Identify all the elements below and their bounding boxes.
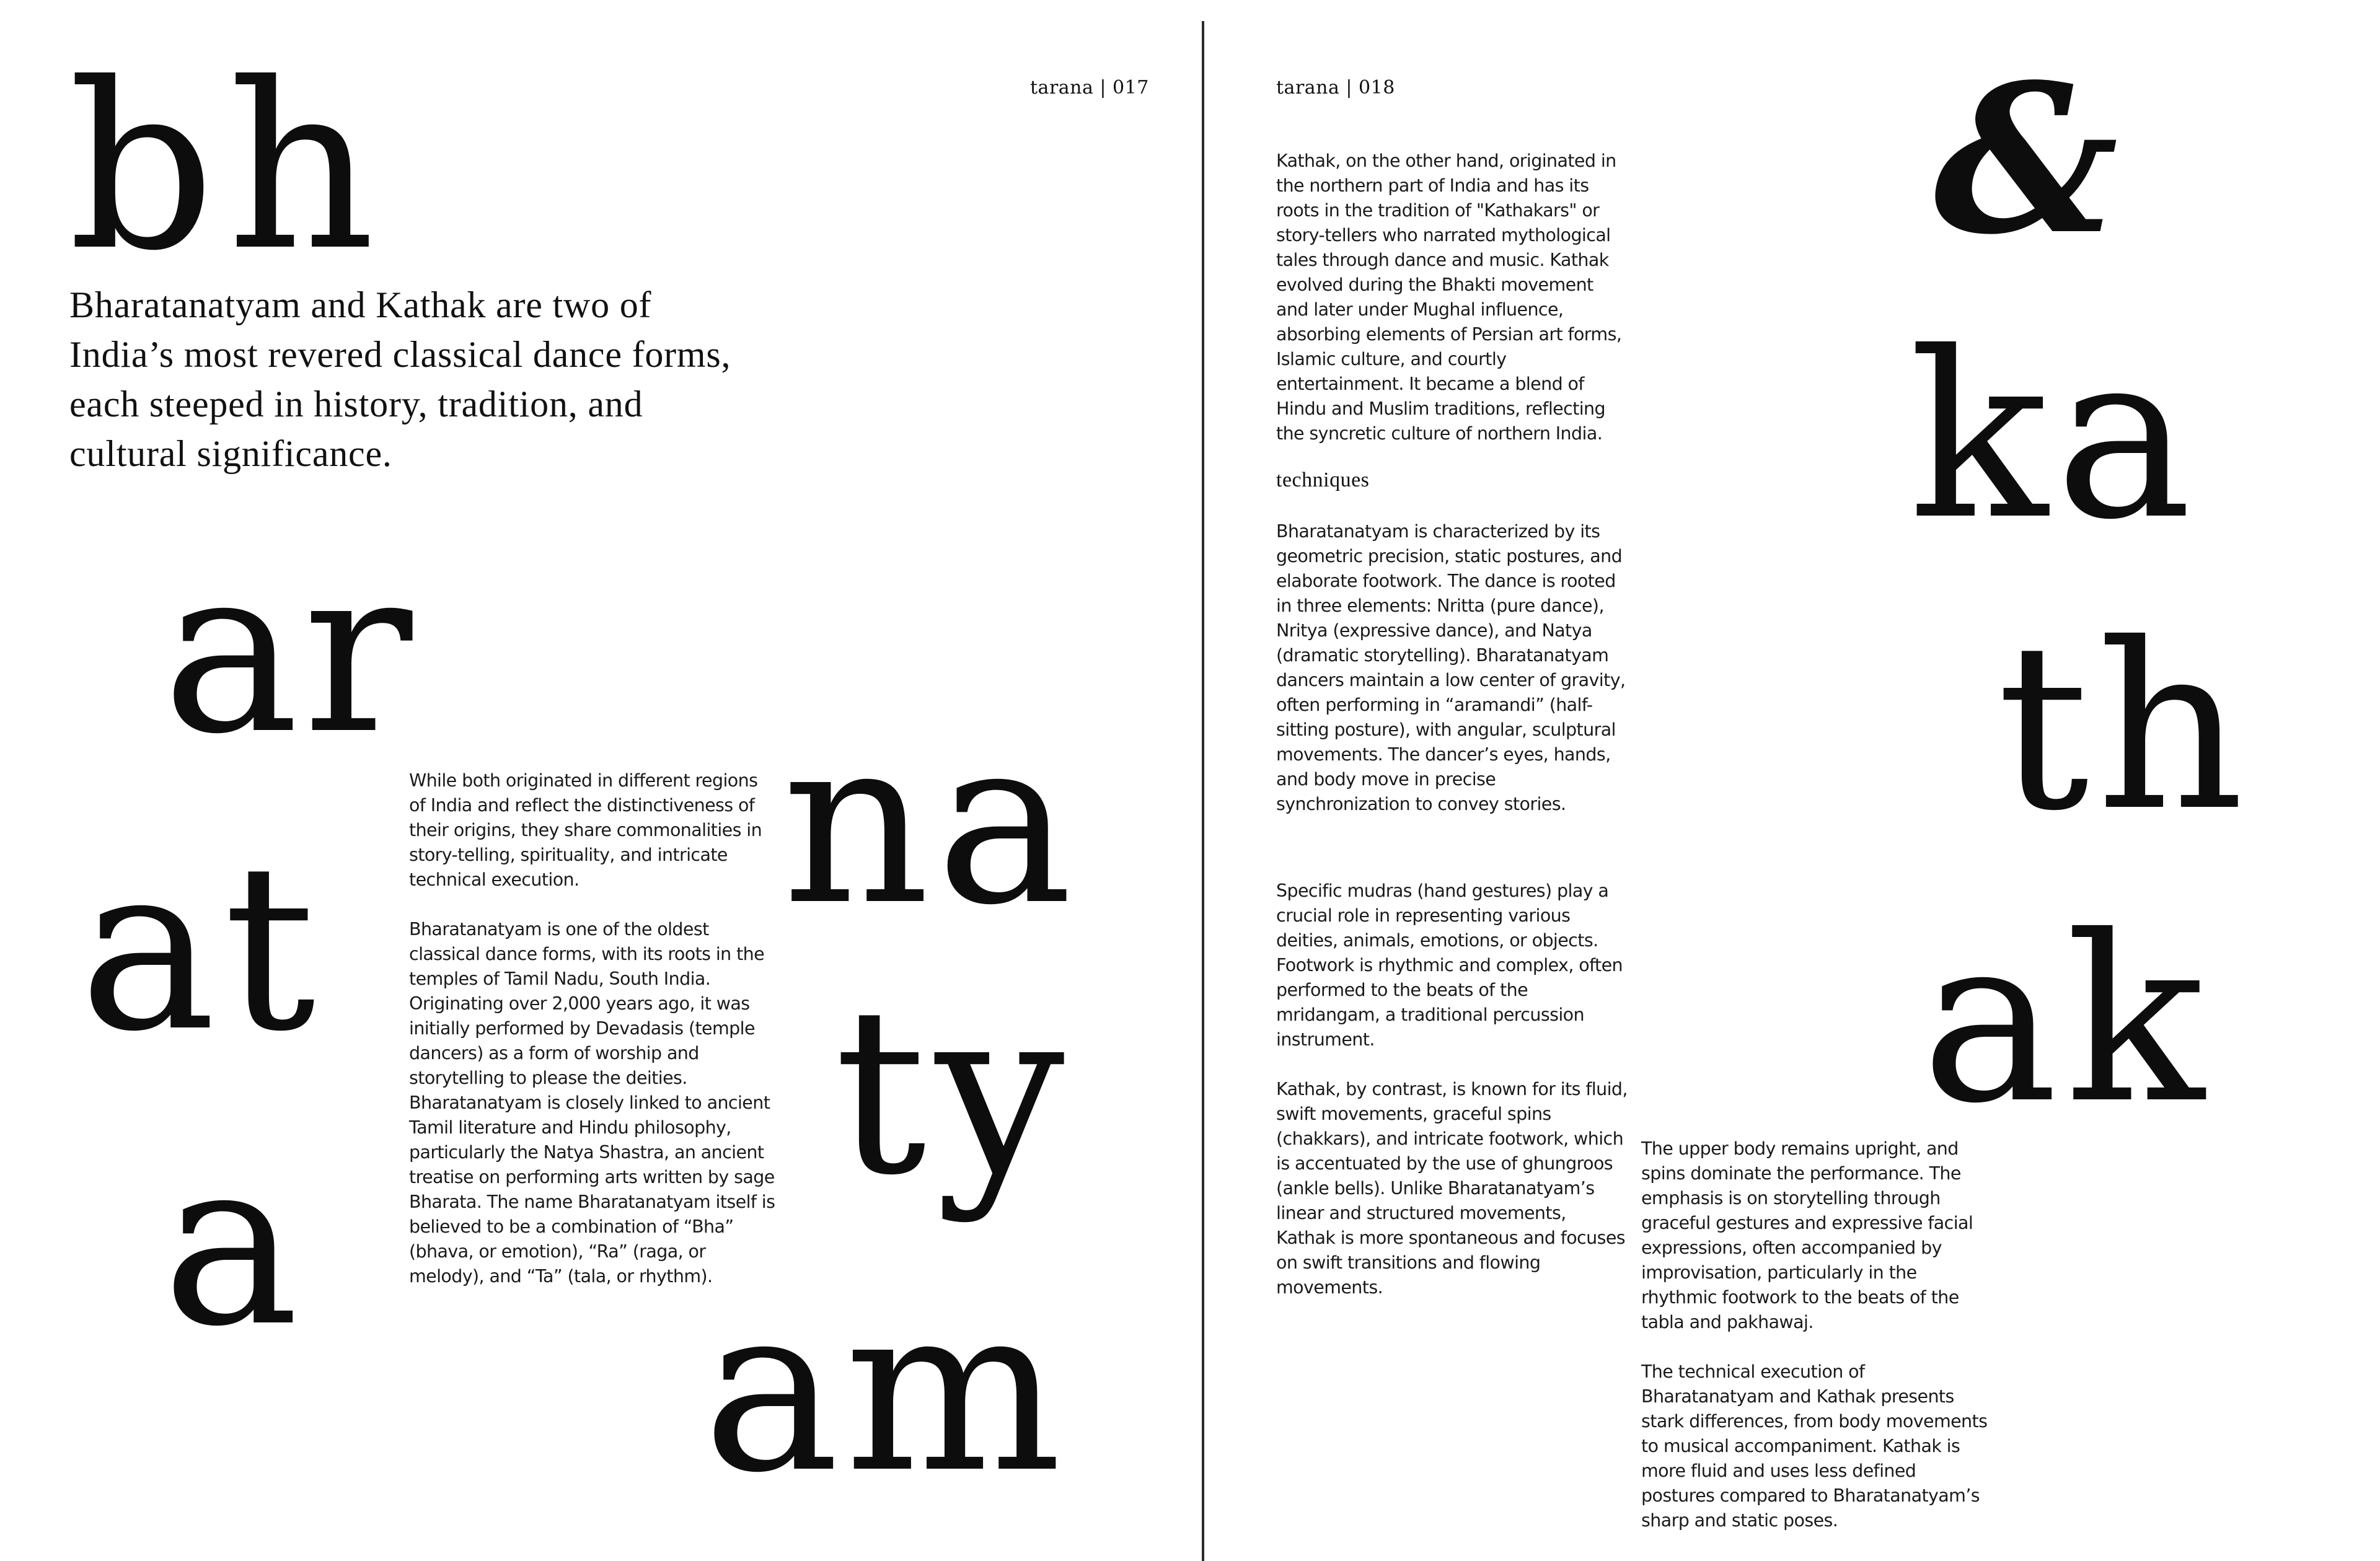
display-letters-ka: ka — [1909, 304, 2200, 570]
left-page-folio: tarana | 017 — [1030, 77, 1149, 99]
techniques-column — [1276, 519, 1629, 1300]
techniques-paragraph-1: Bharatanatyam is characterized by its geometric precision, static postures, and elaborate footwork. The dance is rooted in three elements: Nritta (pure dance), Nritya (expressive dance), and Natya (dramatic storytelling). Bharatanatyam dancers maintain a low center of gravity, often performing in “aramandi” (half-sitting posture), with angular, sculptural movements. The dancer’s eyes, hands, and body move in precise synchronization to convey stories. — [1276, 521, 1626, 814]
left-paragraph-2: Bharatanatyam is one of the oldest classical dance forms, with its roots in the temples of Tamil Nadu, South India. Originating over 2,000 years ago, it was initially performed by Devadasis (temple dancers) as a form of worship and storytelling to please the deities. Bharatanatyam is closely linked to ancient Tamil literature and Hindu philosophy, particularly the Natya Shastra, an ancient treatise on performing arts written by sage Bharata. The name Bharatanatyam itself is believed to be a combination of “Bha” (bhava, or emotion), “Ra” (raga, or melody), and “Ta” (tala, or rhythm). — [409, 919, 775, 1286]
display-letters-at: at — [79, 816, 324, 1082]
second-column-paragraph-2: The technical execution of Bharatanatyam and Kathak presents stark differences, from body movements to musical accompaniment. Kathak is more fluid and uses less defined postures compared to Bharatanatyam’s sharp and static poses. — [1641, 1361, 1988, 1531]
display-letters-ty: ty — [834, 959, 1073, 1226]
display-letters-th: th — [1997, 595, 2252, 861]
techniques-paragraph-3: Kathak, by contrast, is known for its fluid, swift movements, graceful spins (chakkars), and intricate footwork, which is accentuated by the use of ghungroos (ankle bells). Unlike Bharatanatyam’s linear and structured movements, Kathak is more spontaneous and focuses on swift transitions and flowing movements. — [1276, 1079, 1628, 1298]
right-intro-column — [1276, 149, 1629, 446]
display-letters-ak: ak — [1921, 887, 2212, 1154]
display-letters-bh: bh — [68, 35, 388, 301]
right-page-folio: tarana | 018 — [1276, 77, 1395, 99]
lead-paragraph: Bharatanatyam and Kathak are two of India’s most revered classical dance forms, each steeped in history, tradition, and cultural significance. — [69, 284, 731, 474]
techniques-paragraph-2: Specific mudras (hand gestures) play a crucial role in representing various deities, animals, emotions, or objects. Footwork is rhythmic and complex, often performed to the beats of the mridangam, a traditional percussion instrument. — [1276, 881, 1623, 1050]
left-body-column — [409, 768, 778, 1289]
display-letters-na: na — [782, 689, 1079, 956]
right-second-column — [1641, 1137, 1988, 1533]
left-paragraph-1: While both originated in different regions of India and reflect the distinctiveness of their origins, they share commonalities in story-telling, spirituality, and intricate technical execution. — [409, 770, 762, 890]
second-column-paragraph-1: The upper body remains upright, and spins dominate the performance. The emphasis is on storytelling through graceful gestures and expressive facial expressions, often accompanied by improvisation, particularly in the rhythmic footwork to the beats of the tabla and pakhawaj. — [1641, 1138, 1973, 1332]
display-letters-a: a — [162, 1110, 299, 1377]
techniques-subhead: techniques — [1276, 468, 1370, 491]
page-gutter-divider — [1202, 21, 1204, 1561]
ampersand-glyph: & — [1934, 39, 2118, 279]
display-letters-am: am — [703, 1257, 1067, 1523]
display-letters-ar: ar — [162, 518, 416, 785]
right-intro-paragraph: Kathak, on the other hand, originated in the northern part of India and has its roots in the tradition of "Kathakars" or story-tellers who narrated mythological tales through dance and music. Kathak evolved during the Bhakti movement and later under Mughal influence, absorbing elements of Persian art forms, Islamic culture, and courtly entertainment. It became a blend of Hindu and Muslim traditions, reflecting the syncretic culture of northern India. — [1276, 151, 1622, 444]
